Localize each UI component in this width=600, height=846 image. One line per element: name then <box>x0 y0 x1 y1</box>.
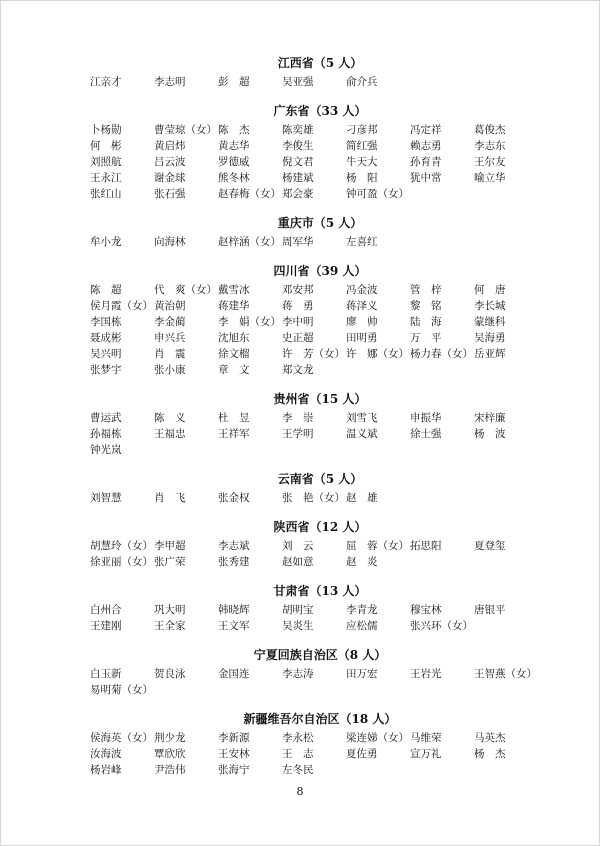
person-name: 陈 义 <box>154 412 186 424</box>
person-name: 郑文龙 <box>282 364 314 376</box>
person-name: 应松儒 <box>346 620 378 632</box>
person-name: 刁彦邦 <box>346 124 378 136</box>
person-name: 胡慧玲（女） <box>90 540 153 552</box>
name-list <box>90 74 550 90</box>
name-list <box>90 282 550 378</box>
person-name: 王岩光 <box>410 668 442 680</box>
person-name: 赵如意 <box>282 556 314 568</box>
person-name: 李长城 <box>474 300 506 312</box>
region-heading: 云南省（5 人） <box>277 472 363 486</box>
person-name: 李俊生 <box>282 140 314 152</box>
person-name: 彭 超 <box>218 76 250 88</box>
person-name: 杨建斌 <box>282 172 314 184</box>
name-list <box>90 538 550 570</box>
name-list <box>90 234 550 250</box>
person-name: 牟小龙 <box>90 236 122 248</box>
person-name: 徐文榴 <box>218 348 250 360</box>
person-name: 周军华 <box>282 236 314 248</box>
person-name: 牛天大 <box>346 156 378 168</box>
region-section <box>90 389 550 458</box>
person-name: 张海宁 <box>218 764 250 776</box>
person-name: 张红山 <box>90 188 122 200</box>
region-heading: 新疆维吾尔自治区（18 人） <box>243 712 397 726</box>
person-name: 吴炎生 <box>282 620 314 632</box>
person-name: 史正超 <box>282 332 314 344</box>
person-name: 张金权 <box>218 492 250 504</box>
name-list <box>90 602 550 634</box>
person-name: 夏登玺 <box>474 540 506 552</box>
person-name: 李甲超 <box>154 540 186 552</box>
region-section <box>90 213 550 250</box>
person-name: 王文军 <box>218 620 250 632</box>
region-heading: 贵州省（15 人） <box>273 392 367 406</box>
person-name: 田万宏 <box>346 668 378 680</box>
person-name: 荆少龙 <box>154 732 186 744</box>
person-name: 向海林 <box>154 236 186 248</box>
region-section <box>90 101 550 202</box>
person-name: 申振华 <box>410 412 442 424</box>
person-name: 杨 阳 <box>346 172 378 184</box>
person-name: 李志涛 <box>282 668 314 680</box>
person-name: 王全家 <box>154 620 186 632</box>
person-name: 梁连娣（女） <box>346 732 409 744</box>
person-name: 李国栋 <box>90 316 122 328</box>
person-name: 王学明 <box>282 428 314 440</box>
person-name: 陈 杰 <box>218 124 250 136</box>
person-name: 聂成彬 <box>90 332 122 344</box>
person-name: 万 平 <box>410 332 442 344</box>
person-name: 侯月霞（女） <box>90 300 153 312</box>
person-name: 蒙继科 <box>474 316 506 328</box>
region-heading: 江西省（5 人） <box>277 56 363 70</box>
person-name: 王尔友 <box>474 156 506 168</box>
person-name: 李志明 <box>154 76 186 88</box>
person-name: 岳亚辉 <box>474 348 506 360</box>
region-section <box>90 517 550 570</box>
person-name: 戴雪冰 <box>218 284 250 296</box>
person-name: 张秀建 <box>218 556 250 568</box>
person-name: 吴海勇 <box>474 332 506 344</box>
person-name: 卜杨勋 <box>90 124 122 136</box>
person-name: 徐亚丽（女） <box>90 556 153 568</box>
document-body <box>90 53 550 778</box>
person-name: 吴兴明 <box>90 348 122 360</box>
person-name: 杨 波 <box>474 428 506 440</box>
person-name: 黄启炜 <box>154 140 186 152</box>
person-name: 孙育青 <box>410 156 442 168</box>
region-section <box>90 645 550 698</box>
person-name: 钟光岚 <box>90 444 122 456</box>
person-name: 刘雪飞 <box>346 412 378 424</box>
person-name: 王 志 <box>282 748 314 760</box>
region-heading: 四川省（39 人） <box>273 264 367 278</box>
person-name: 蒋泽义 <box>346 300 378 312</box>
person-name: 田明勇 <box>346 332 378 344</box>
person-name: 王永江 <box>90 172 122 184</box>
person-name: 巩大明 <box>154 604 186 616</box>
person-name: 黄治朝 <box>154 300 186 312</box>
person-name: 张梦宇 <box>90 364 122 376</box>
person-name: 熊冬林 <box>218 172 250 184</box>
person-name: 喻立华 <box>474 172 506 184</box>
person-name: 肖 震 <box>154 348 186 360</box>
person-name: 王安林 <box>218 748 250 760</box>
region-heading: 陕西省（12 人） <box>273 520 367 534</box>
person-name: 孙福栋 <box>90 428 122 440</box>
page-number: 8 <box>296 785 304 798</box>
person-name: 李青龙 <box>346 604 378 616</box>
person-name: 钟可盈（女） <box>346 188 409 200</box>
person-name: 王智燕（女） <box>474 668 537 680</box>
person-name: 穆宝林 <box>410 604 442 616</box>
person-name: 廖 帅 <box>346 316 378 328</box>
person-name: 代 爽（女） <box>154 284 217 296</box>
region-heading: 广东省（33 人） <box>273 104 367 118</box>
person-name: 犹中常 <box>410 172 442 184</box>
person-name: 肖 飞 <box>154 492 186 504</box>
person-name: 许 娜（女） <box>346 348 409 360</box>
person-name: 宋梓廉 <box>474 412 506 424</box>
person-name: 章 文 <box>218 364 250 376</box>
person-name: 吕云波 <box>154 156 186 168</box>
person-name: 左冬民 <box>282 764 314 776</box>
person-name: 陈 超 <box>90 284 122 296</box>
name-list <box>90 666 550 698</box>
person-name: 温义斌 <box>346 428 378 440</box>
person-name: 张小康 <box>154 364 186 376</box>
person-name: 张 艳（女） <box>282 492 345 504</box>
person-name: 邓安邦 <box>282 284 314 296</box>
person-name: 马英杰 <box>474 732 506 744</box>
person-name: 李志东 <box>474 140 506 152</box>
person-name: 蒋建华 <box>218 300 250 312</box>
name-list <box>90 410 550 458</box>
person-name: 侯海英（女） <box>90 732 153 744</box>
person-name: 黎 铭 <box>410 300 442 312</box>
person-name: 赵 炎 <box>346 556 378 568</box>
person-name: 马维荣 <box>410 732 442 744</box>
region-heading: 宁夏回族自治区（8 人） <box>253 648 387 662</box>
person-name: 冯金波 <box>346 284 378 296</box>
person-name: 江亲才 <box>90 76 122 88</box>
person-name: 张石强 <box>154 188 186 200</box>
person-name: 谢金球 <box>154 172 186 184</box>
person-name: 简红强 <box>346 140 378 152</box>
region-section <box>90 53 550 90</box>
person-name: 王建刚 <box>90 620 122 632</box>
person-name: 张广荣 <box>154 556 186 568</box>
region-heading: 重庆市（5 人） <box>277 216 363 230</box>
person-name: 左喜红 <box>346 236 378 248</box>
person-name: 何 唐 <box>474 284 506 296</box>
person-name: 尹浩伟 <box>154 764 186 776</box>
person-name: 王福忠 <box>154 428 186 440</box>
person-name: 汝海波 <box>90 748 122 760</box>
person-name: 王祥军 <box>218 428 250 440</box>
region-section <box>90 469 550 506</box>
person-name: 张兴环（女） <box>410 620 473 632</box>
person-name: 杜 昱 <box>218 412 250 424</box>
person-name: 宣万礼 <box>410 748 442 760</box>
person-name: 何 彬 <box>90 140 122 152</box>
person-name: 金国连 <box>218 668 250 680</box>
person-name: 蒋 勇 <box>282 300 314 312</box>
person-name: 李志斌 <box>218 540 250 552</box>
person-name: 贺良泳 <box>154 668 186 680</box>
person-name: 徐士强 <box>410 428 442 440</box>
person-name: 葛俊杰 <box>474 124 506 136</box>
person-name: 白玉新 <box>90 668 122 680</box>
person-name: 易明菊（女） <box>90 684 153 696</box>
person-name: 俞介兵 <box>346 76 378 88</box>
person-name: 管 梓 <box>410 284 442 296</box>
person-name: 覃欣欣 <box>154 748 186 760</box>
person-name: 冯定祥 <box>410 124 442 136</box>
person-name: 沈旭东 <box>218 332 250 344</box>
person-name: 夏佐勇 <box>346 748 378 760</box>
person-name: 刘照航 <box>90 156 122 168</box>
person-name: 郑会豪 <box>282 188 314 200</box>
region-section <box>90 261 550 378</box>
person-name: 申兴兵 <box>154 332 186 344</box>
name-list <box>90 490 550 506</box>
region-heading: 甘肃省（13 人） <box>273 584 367 598</box>
person-name: 倪文君 <box>282 156 314 168</box>
person-name: 李金蔺 <box>154 316 186 328</box>
person-name: 李中明 <box>282 316 314 328</box>
person-name: 杨 杰 <box>474 748 506 760</box>
person-name: 李永松 <box>282 732 314 744</box>
person-name: 李新源 <box>218 732 250 744</box>
person-name: 吴亚强 <box>282 76 314 88</box>
region-section <box>90 709 550 778</box>
person-name: 曹莹琼（女） <box>154 124 217 136</box>
person-name: 屈 蓉（女） <box>346 540 409 552</box>
name-list <box>90 122 550 202</box>
person-name: 杨岩峰 <box>90 764 122 776</box>
person-name: 刘智慧 <box>90 492 122 504</box>
person-name: 拓思阳 <box>410 540 442 552</box>
person-name: 陈奕雄 <box>282 124 314 136</box>
person-name: 罗德威 <box>218 156 250 168</box>
person-name: 许 芳（女） <box>282 348 345 360</box>
region-section <box>90 581 550 634</box>
person-name: 白州合 <box>90 604 122 616</box>
person-name: 赵春梅（女） <box>218 188 281 200</box>
person-name: 胡明宝 <box>282 604 314 616</box>
name-list <box>90 730 550 778</box>
person-name: 赖志勇 <box>410 140 442 152</box>
person-name: 赵梓涵（女） <box>218 236 281 248</box>
person-name: 唐银平 <box>474 604 506 616</box>
person-name: 韩晓辉 <box>218 604 250 616</box>
person-name: 杨力春（女） <box>410 348 473 360</box>
person-name: 李 娟（女） <box>218 316 281 328</box>
person-name: 李 崇 <box>282 412 314 424</box>
person-name: 曹运武 <box>90 412 122 424</box>
person-name: 刘 云 <box>282 540 314 552</box>
person-name: 赵 雄 <box>346 492 378 504</box>
person-name: 陆 海 <box>410 316 442 328</box>
person-name: 黄志华 <box>218 140 250 152</box>
